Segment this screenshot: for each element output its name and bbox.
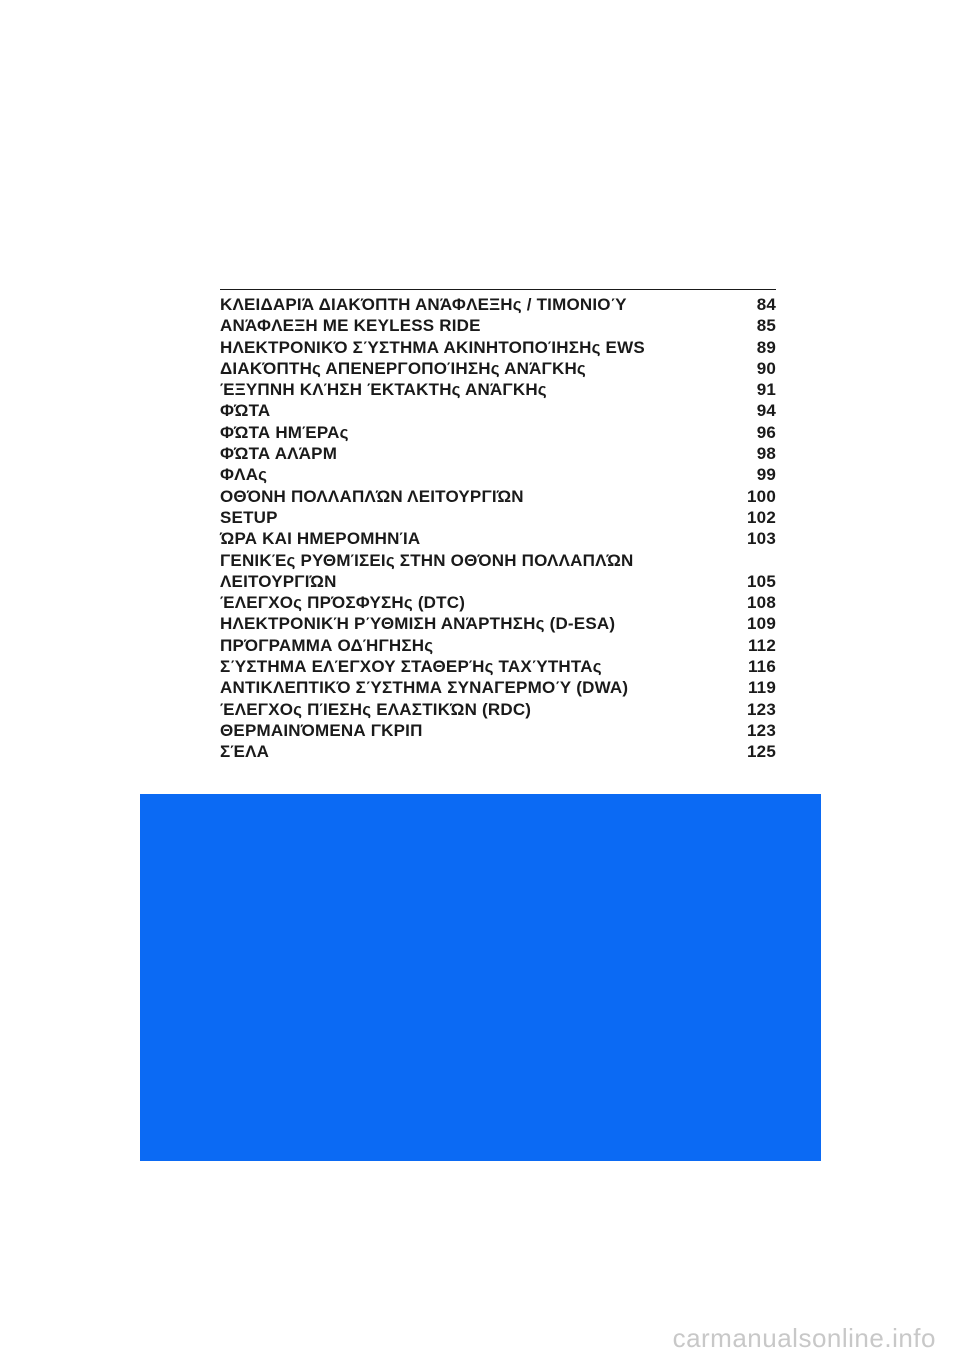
toc-entry-title: ΗΛΕΚΤΡΟΝΙΚΉ ΡΎΘΜΙΣΗ ΑΝΆΡΤΗΣΗς (D-ESA) [220,614,616,634]
toc-entry[interactable] [220,613,776,634]
toc-entry[interactable] [220,550,776,593]
toc-entry[interactable] [220,464,776,485]
toc-entry-page: 100 [747,486,776,506]
toc-entry-page: 105 [747,571,776,591]
toc-entry-title: ΑΝΆΦΛΕΞΗ ΜΕ KEYLESS RIDE [220,316,481,336]
toc-entry[interactable] [220,294,776,315]
toc-entry[interactable] [220,337,776,358]
toc-entry[interactable] [220,422,776,443]
toc-entry[interactable] [220,358,776,379]
toc-entry[interactable] [220,699,776,720]
toc-entry-page: 108 [747,593,776,613]
toc-entry[interactable] [220,315,776,336]
toc-entry-title: ΈΛΕΓΧΟς ΠΡΌΣΦΥΣΗς (DTC) [220,593,466,613]
toc-entry[interactable] [220,592,776,613]
toc-entry[interactable] [220,443,776,464]
toc-entry-page: 85 [756,316,776,336]
toc-entry[interactable] [220,400,776,421]
toc-entry-page: 112 [747,635,776,655]
toc-entry-title: ΟΘΌΝΗ ΠΟΛΛΑΠΛΏΝ ΛΕΙΤΟΥΡΓΙΏΝ [220,486,524,506]
toc-entry-title: ΈΞΥΠΝΗ ΚΛΉΣΗ ΈΚΤΑΚΤΗς ΑΝΆΓΚΗς [220,380,547,400]
toc-entry[interactable] [220,528,776,549]
toc-entry-page: 99 [756,465,776,485]
toc-entry-title: SETUP [220,507,278,527]
toc-entry-title: ΑΝΤΙΚΛΕΠΤΙΚΌ ΣΎΣΤΗΜΑ ΣΥΝΑΓΕΡΜΟΎ (DWA) [220,678,629,698]
toc-entry-page: 119 [747,678,776,698]
toc-entry-page: 84 [756,295,776,314]
toc-entry-title: ΚΛΕΙΔΑΡΙΆ ΔΙΑΚΌΠΤΗ ΑΝΆΦΛΕΞΗς / ΤΙΜΟΝΙΟΎ [220,295,627,314]
toc-entry-page: 125 [747,742,776,762]
watermark: carmanualsonline.info [672,1323,936,1353]
toc-entry-title: ΓΕΝΙΚΈς ΡΥΘΜΊΣΕΙς ΣΤΗΝ ΟΘΌΝΗ ΠΟΛΛΑΠΛΏΝ ΛΕΙΤΟΥΡΓΙΏΝ [220,550,634,591]
toc-entry-page: 123 [747,699,776,719]
toc-entry-page: 123 [747,720,776,740]
toc-entry[interactable] [220,635,776,656]
toc-entry-page: 103 [747,529,776,549]
toc-entry-title: ΦΛΑς [220,465,268,485]
toc-entry-title: ΘΕΡΜΑΙΝΌΜΕΝΑ ΓΚΡΙΠ [220,720,423,740]
toc-entry-page: 116 [747,657,776,677]
toc-entry-title: ΦΏΤΑ [220,401,271,421]
toc-entry-title: ΠΡΌΓΡΑΜΜΑ ΟΔΉΓΗΣΗς [220,635,434,655]
toc-entry[interactable] [220,720,776,741]
toc-entry-title: ΦΏΤΑ ΑΛΆΡΜ [220,444,338,464]
toc-entry[interactable] [220,507,776,528]
toc-entry-page: 89 [756,337,776,357]
toc-entry-page: 96 [756,422,776,442]
table-of-contents [220,289,776,763]
toc-entry-title: ΔΙΑΚΌΠΤΗς ΑΠΕΝΕΡΓΟΠΟΊΗΣΗς ΑΝΆΓΚΗς [220,358,586,378]
toc-entry[interactable] [220,741,776,762]
toc-entry[interactable] [220,677,776,698]
toc-entry-title: ΈΛΕΓΧΟς ΠΊΕΣΗς ΕΛΑΣΤΙΚΏΝ (RDC) [220,699,532,719]
toc-entry[interactable] [220,486,776,507]
toc-entry-title: ΣΎΣΤΗΜΑ ΕΛΈΓΧΟΥ ΣΤΑΘΕΡΉς ΤΑΧΎΤΗΤΑς [220,657,602,677]
toc-entry-title: ΦΏΤΑ ΗΜΈΡΑς [220,422,349,442]
toc-entry-title: ΏΡΑ ΚΑΙ ΗΜΕΡΟΜΗΝΊΑ [220,529,421,549]
toc-entry-page: 94 [756,401,776,421]
blue-color-panel [140,794,821,1161]
toc-entry-page: 109 [747,614,776,634]
toc-entry-title: ΗΛΕΚΤΡΟΝΙΚΌ ΣΎΣΤΗΜΑ ΑΚΙΝΗΤΟΠΟΊΗΣΗς EWS [220,337,645,357]
toc-entry-page: 91 [756,380,776,400]
toc-entry[interactable] [220,656,776,677]
toc-entry-title: ΣΈΛΑ [220,742,270,762]
toc-entry-page: 98 [756,444,776,464]
toc-entry[interactable] [220,379,776,400]
toc-entry-page: 90 [756,358,776,378]
toc-entry-page: 102 [747,507,776,527]
